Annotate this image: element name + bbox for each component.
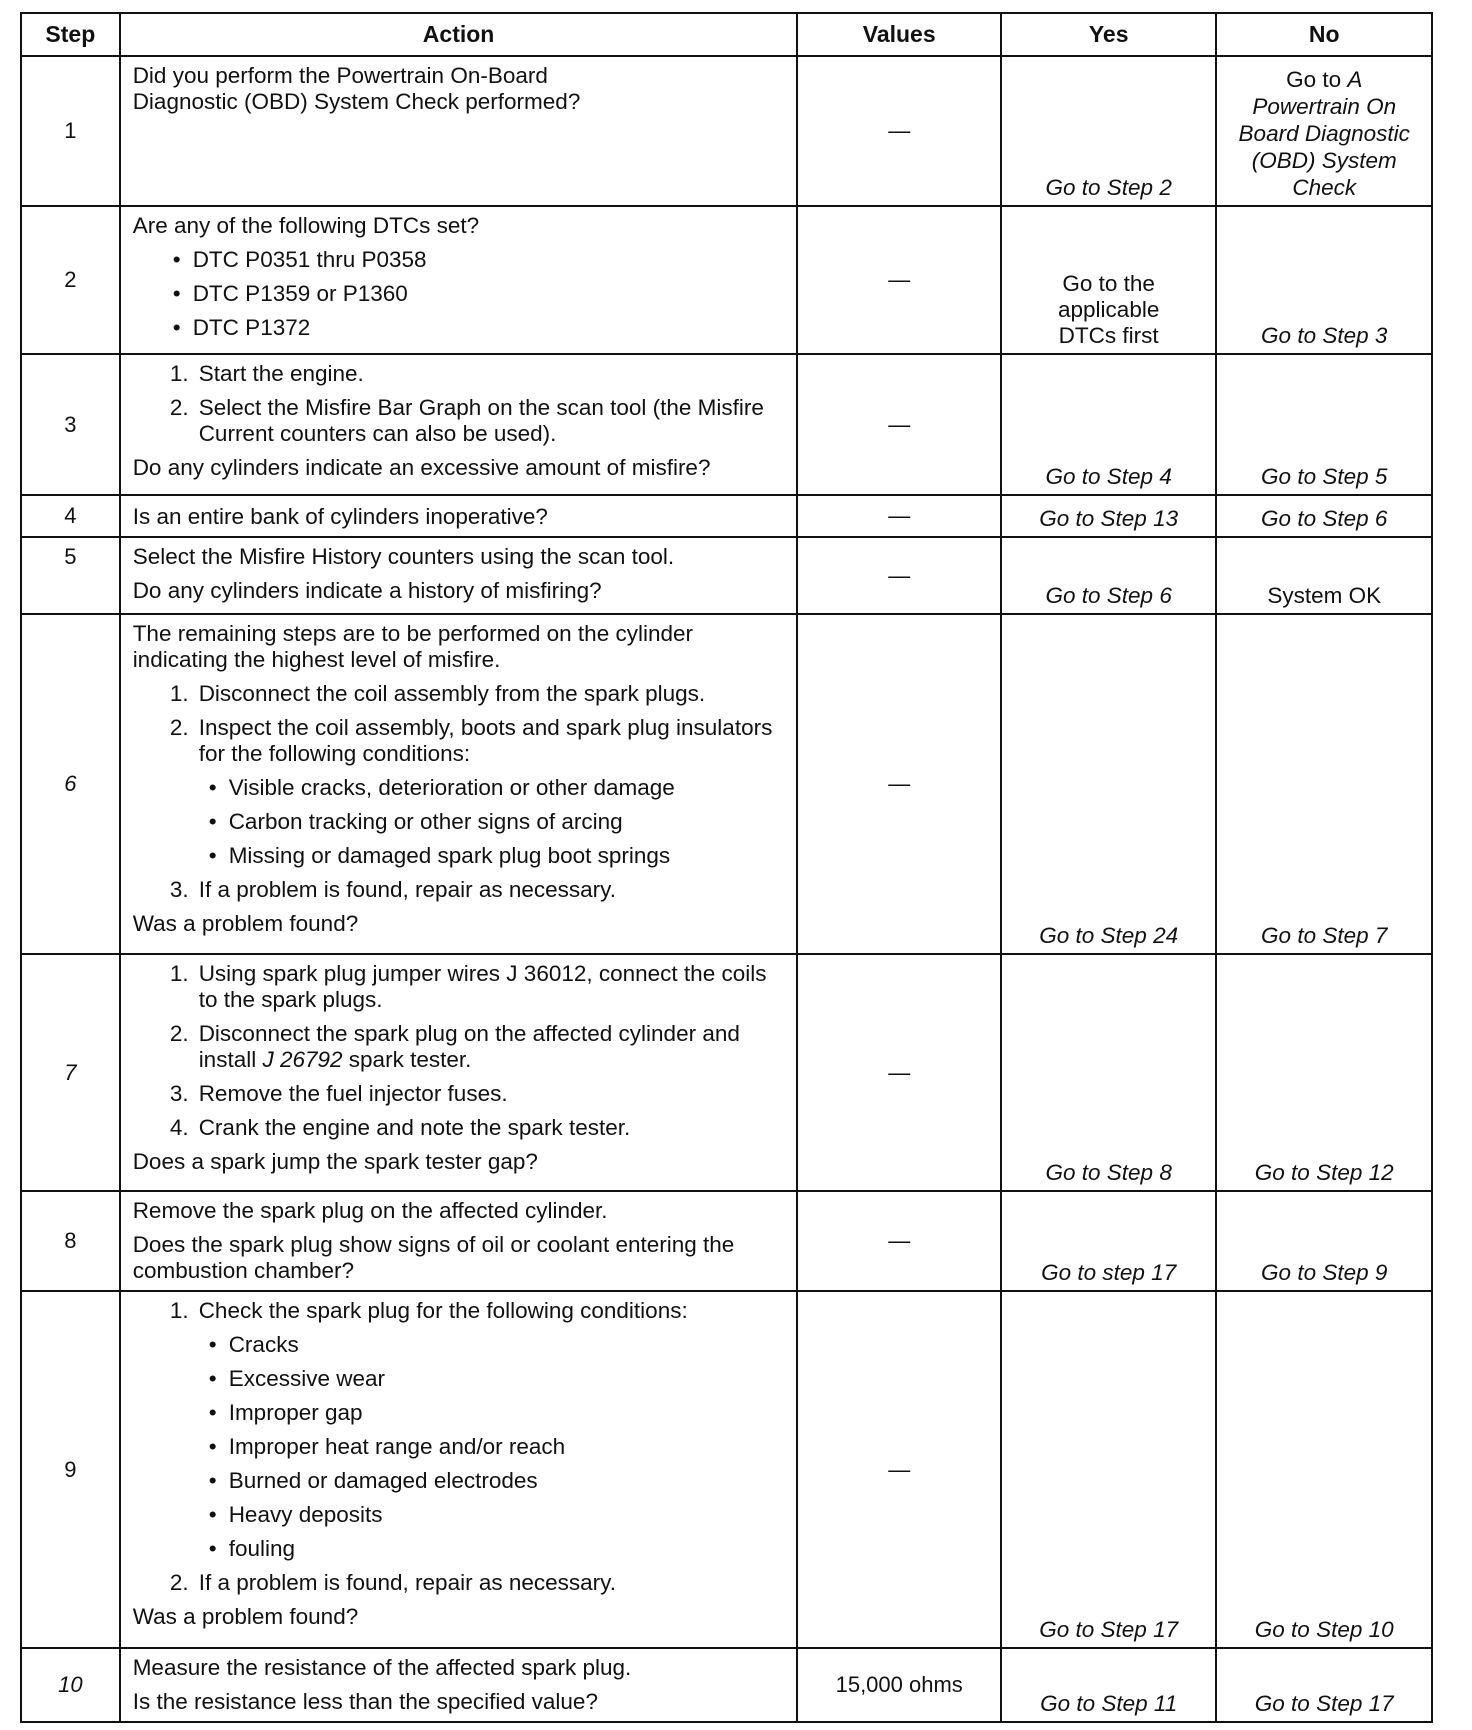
item-number: 2. [169,395,189,420]
item-number: 1. [169,361,189,386]
action-cell [120,1648,798,1722]
item-number: 2. [169,715,189,740]
item-number: 3. [169,1081,189,1106]
item-number: 1. [169,961,189,986]
bullet: • [208,1400,217,1425]
item-number: 4. [169,1115,189,1140]
header-step: Step [21,13,120,56]
table-row [21,206,1432,354]
table-row [21,354,1432,495]
table-row [21,614,1432,954]
value-cell: — [797,614,1000,954]
bullet-text: Carbon tracking or other signs of arcing [228,809,623,834]
yes-cell: Go to Step 11 [1001,1648,1217,1722]
bullet-text: Missing or damaged spark plug boot springs [228,843,671,868]
step-number: 6 [21,614,120,954]
table-row [21,495,1432,537]
action-question: Does a spark jump the spark tester gap? [132,1149,538,1174]
bullet-text: DTC P0351 thru P0358 [192,247,427,272]
table-row [21,954,1432,1191]
header-no: No [1216,13,1432,56]
step-number: 5 [21,537,120,614]
yes-text: Go to the applicable DTCs first [1058,271,1160,348]
no-cell: Go to Step 9 [1216,1191,1432,1291]
bullet-text: Heavy deposits [228,1502,383,1527]
value-cell: — [797,1291,1000,1648]
bullet: • [172,281,181,306]
action-intro: Are any of the following DTCs set? [132,213,480,238]
yes-cell: Go to Step 17 [1001,1291,1217,1648]
action-cell [120,354,798,495]
header-row [21,13,1432,56]
bullet-text: Visible cracks, deterioration or other damage [228,775,675,800]
action-text: Remove the spark plug on the affected cylinder. [132,1198,608,1223]
item-text [199,1021,789,1073]
value-cell: — [797,354,1000,495]
bullet: • [208,1468,217,1493]
item-number: 1. [169,681,189,706]
yes-cell: Go to Step 6 [1001,537,1217,614]
item-text: Inspect the coil assembly, boots and spark plug insulators for the following conditions: [198,715,773,766]
bullet: • [208,1332,217,1357]
bullet: • [172,247,181,272]
action-intro: The remaining steps are to be performed on the cylinder indicating the highest level of misfire. [132,621,693,672]
action-question: Was a problem found? [132,1604,359,1629]
table-row [21,537,1432,614]
action-cell [120,537,798,614]
item-text: If a problem is found, repair as necessary. [198,1570,616,1595]
item-number: 2. [169,1570,189,1595]
bullet-text: Improper heat range and/or reach [228,1434,566,1459]
bullet-text: Improper gap [228,1400,363,1425]
action-cell [120,56,798,206]
no-cell: Go to Step 5 [1216,354,1432,495]
action-cell [120,206,798,354]
bullet: • [208,1502,217,1527]
bullet-text: DTC P1372 [192,315,311,340]
item-text: Select the Misfire Bar Graph on the scan tool (the Misfire Current counters can also be used). [198,395,764,446]
no-cell: Go to Step 3 [1216,206,1432,354]
step-number: 2 [21,206,120,354]
item-text: Check the spark plug for the following conditions: [198,1298,688,1323]
yes-cell: Go to Step 13 [1001,495,1217,537]
step-number: 3 [21,354,120,495]
item-text-pre: Disconnect the spark plug on the affected cylinder and install [198,1021,740,1072]
action-cell [120,954,798,1191]
diagnostic-table-container [20,12,1433,1723]
item-number: 3. [169,877,189,902]
value-cell: 15,000 ohms [797,1648,1000,1722]
bullet: • [208,809,217,834]
yes-cell [1001,206,1217,354]
action-cell [120,1291,798,1648]
bullet-text: Excessive wear [228,1366,385,1391]
action-question: Is the resistance less than the specified value? [132,1689,598,1714]
yes-cell: Go to Step 8 [1001,954,1217,1191]
diagnostic-table [20,12,1433,1723]
action-question: Do any cylinders indicate an excessive amount of misfire? [132,455,711,480]
value-cell: — [797,537,1000,614]
step-number: 8 [21,1191,120,1291]
item-text: Disconnect the coil assembly from the spark plugs. [198,681,706,706]
no-cell: Go to Step 6 [1216,495,1432,537]
item-text: Using spark plug jumper wires J 36012, connect the coils to the spark plugs. [198,961,767,1012]
item-number: 2. [169,1021,189,1046]
bullet-text: Cracks [228,1332,299,1357]
action-text: Measure the resistance of the affected spark plug. [132,1655,632,1680]
bullet-text: DTC P1359 or P1360 [192,281,408,306]
table-row [21,1191,1432,1291]
action-text: Is an entire bank of cylinders inoperative? [120,495,798,537]
item-text: If a problem is found, repair as necessary. [198,877,616,902]
step-number: 7 [21,954,120,1191]
item-text: Remove the fuel injector fuses. [198,1081,508,1106]
yes-cell: Go to Step 4 [1001,354,1217,495]
step-number: 9 [21,1291,120,1648]
no-text-prefix: Go to [1286,67,1348,92]
value-cell: — [797,1191,1000,1291]
yes-cell: Go to step 17 [1001,1191,1217,1291]
bullet: • [208,843,217,868]
table-row [21,1648,1432,1722]
yes-cell: Go to Step 24 [1001,614,1217,954]
bullet: • [208,1366,217,1391]
bullet: • [172,315,181,340]
item-text-post: spark tester. [342,1047,472,1072]
bullet-text: fouling [228,1536,295,1561]
item-text: Start the engine. [198,361,364,386]
header-action: Action [120,13,798,56]
action-cell [120,1191,798,1291]
no-cell: System OK [1216,537,1432,614]
table-row [21,1291,1432,1648]
action-cell [120,614,798,954]
item-number: 1. [169,1298,189,1323]
header-yes: Yes [1001,13,1217,56]
tool-reference: J 26792 [262,1047,343,1072]
step-number: 10 [21,1648,120,1722]
no-cell: Go to Step 17 [1216,1648,1432,1722]
action-question: Do any cylinders indicate a history of misfiring? [132,578,602,603]
no-cell: Go to Step 7 [1216,614,1432,954]
bullet-text: Burned or damaged electrodes [228,1468,538,1493]
no-text-rest: Powertrain On Board Diagnostic (OBD) System Check [1238,94,1410,200]
value-cell: — [797,495,1000,537]
action-text: Select the Misfire History counters using the scan tool. [132,544,675,569]
bullet: • [208,1536,217,1561]
no-cell: Go to Step 10 [1216,1291,1432,1648]
action-text: Did you perform the Powertrain On-Board Diagnostic (OBD) System Check performed? [132,63,581,114]
action-question: Was a problem found? [132,911,359,936]
step-number: 4 [21,495,120,537]
value-cell: — [797,56,1000,206]
step-number: 1 [21,56,120,206]
value-cell: — [797,954,1000,1191]
bullet: • [208,1434,217,1459]
bullet: • [208,775,217,800]
no-cell [1216,56,1432,206]
item-text: Crank the engine and note the spark tester. [198,1115,631,1140]
no-text-link: A [1347,67,1363,92]
table-row [21,56,1432,206]
no-cell: Go to Step 12 [1216,954,1432,1191]
value-cell: — [797,206,1000,354]
header-values: Values [797,13,1000,56]
yes-cell: Go to Step 2 [1001,56,1217,206]
action-question: Does the spark plug show signs of oil or coolant entering the combustion chamber? [132,1232,735,1283]
